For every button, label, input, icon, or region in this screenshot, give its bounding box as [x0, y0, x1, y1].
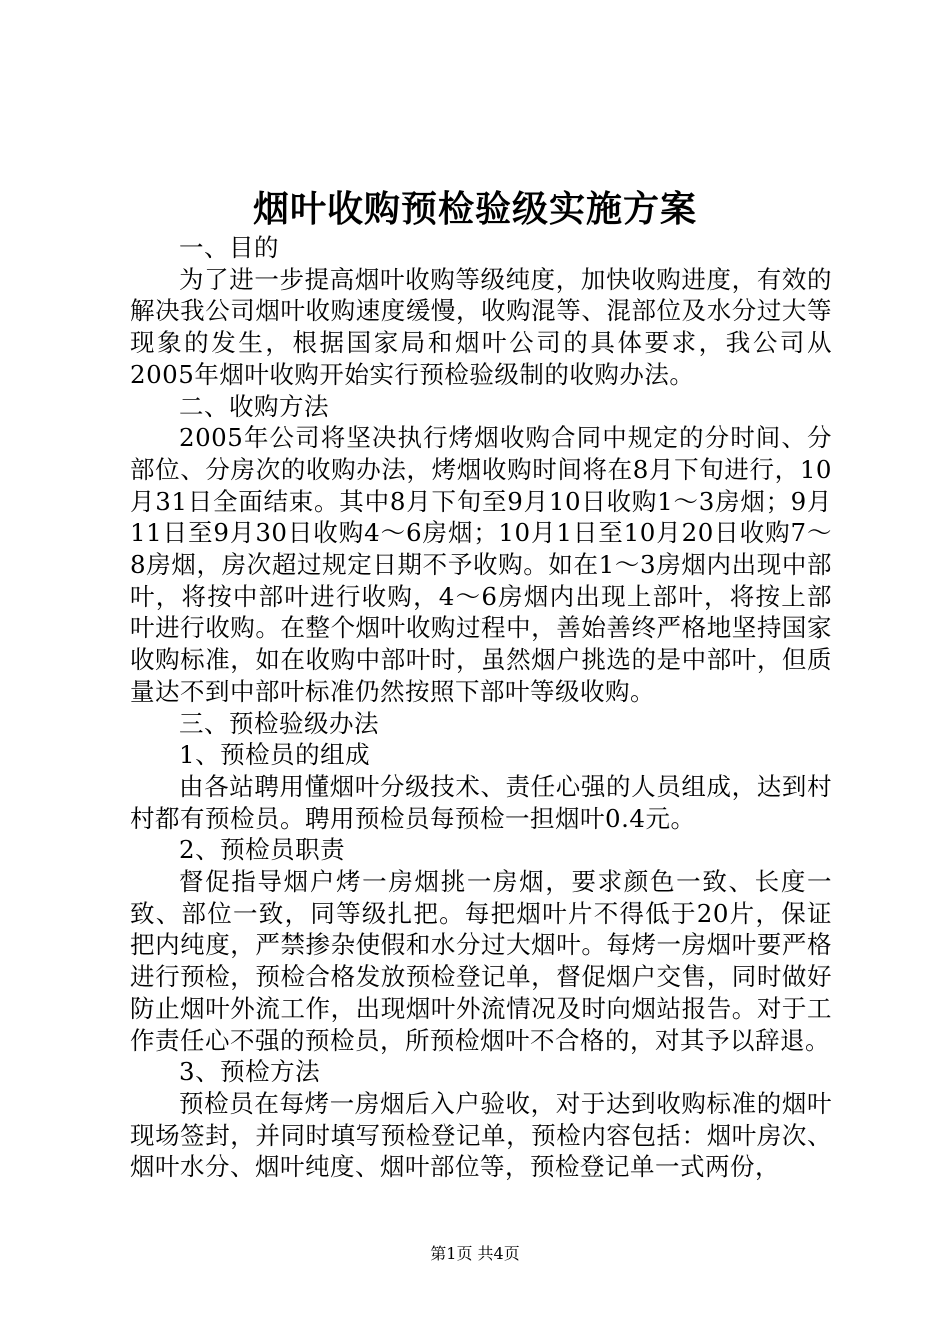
document-title: 烟叶收购预检验级实施方案 [252, 188, 697, 230]
page-footer: 第1页 共4页 [430, 1244, 520, 1263]
subheading-procedure: 3、预检方法 [179, 1057, 321, 1087]
section-heading-precheck: 三、预检验级办法 [179, 708, 379, 738]
document-body [130, 232, 832, 1183]
section-heading-purpose: 一、目的 [179, 233, 279, 262]
paragraph-composition: 由各站聘用懂烟叶分级技术、责任心强的人员组成，达到村村都有预检员。聘用预检员每预检一担烟叶0.4元。 [130, 771, 832, 833]
paragraph-method: 2005年公司将坚决执行烤烟收购合同中规定的分时间、分部位、分房次的收购办法，烤烟收购时间将在8月下旬进行，10月31日全面结束。其中8月下旬至9月10日收购1～3房烟；9月11日至9月30日收购4～6房烟；10月1日至10月20日收购7～8房烟，房次超过规定日期不予收购。如在1～3房烟内出现中部叶，将按中部叶进行收购，4～6房烟内出现上部叶，将按上部叶进行收购。在整个烟叶收购过程中，善始善终严格地坚持国家收购标准，如在收购中部叶时，虽然烟户挑选的是中部叶，但质量达不到中部叶标准仍然按照下部叶等级收购。 [130, 423, 832, 706]
paragraph-duties: 督促指导烟户烤一房烟挑一房烟，要求颜色一致、长度一致、部位一致，同等级扎把。每把烟叶片不得低于20片，保证把内纯度，严禁掺杂使假和水分过大烟叶。每烤一房烟叶要严格进行预检，预检合格发放预检登记单，督促烟户交售，同时做好防止烟叶外流工作，出现烟叶外流情况及时向烟站报告。对于工作责任心不强的预检员，所预检烟叶不合格的，对其予以辞退。 [130, 867, 832, 1055]
paragraph-purpose: 为了进一步提高烟叶收购等级纯度，加快收购进度，有效的解决我公司烟叶收购速度缓慢，收购混等、混部位及水分过大等现象的发生，根据国家局和烟叶公司的具体要求，我公司从2005年烟叶收购开始实行预检验级制的收购办法。 [130, 264, 832, 389]
subheading-composition: 1、预检员的组成 [179, 740, 371, 770]
subheading-duties: 2、预检员职责 [179, 835, 346, 865]
paragraph-procedure: 预检员在每烤一房烟后入户验收，对于达到收购标准的烟叶现场签封，并同时填写预检登记单，预检内容包括：烟叶房次、烟叶水分、烟叶纯度、烟叶部位等，预检登记单一式两份， [130, 1088, 832, 1182]
section-heading-method: 二、收购方法 [179, 391, 329, 421]
